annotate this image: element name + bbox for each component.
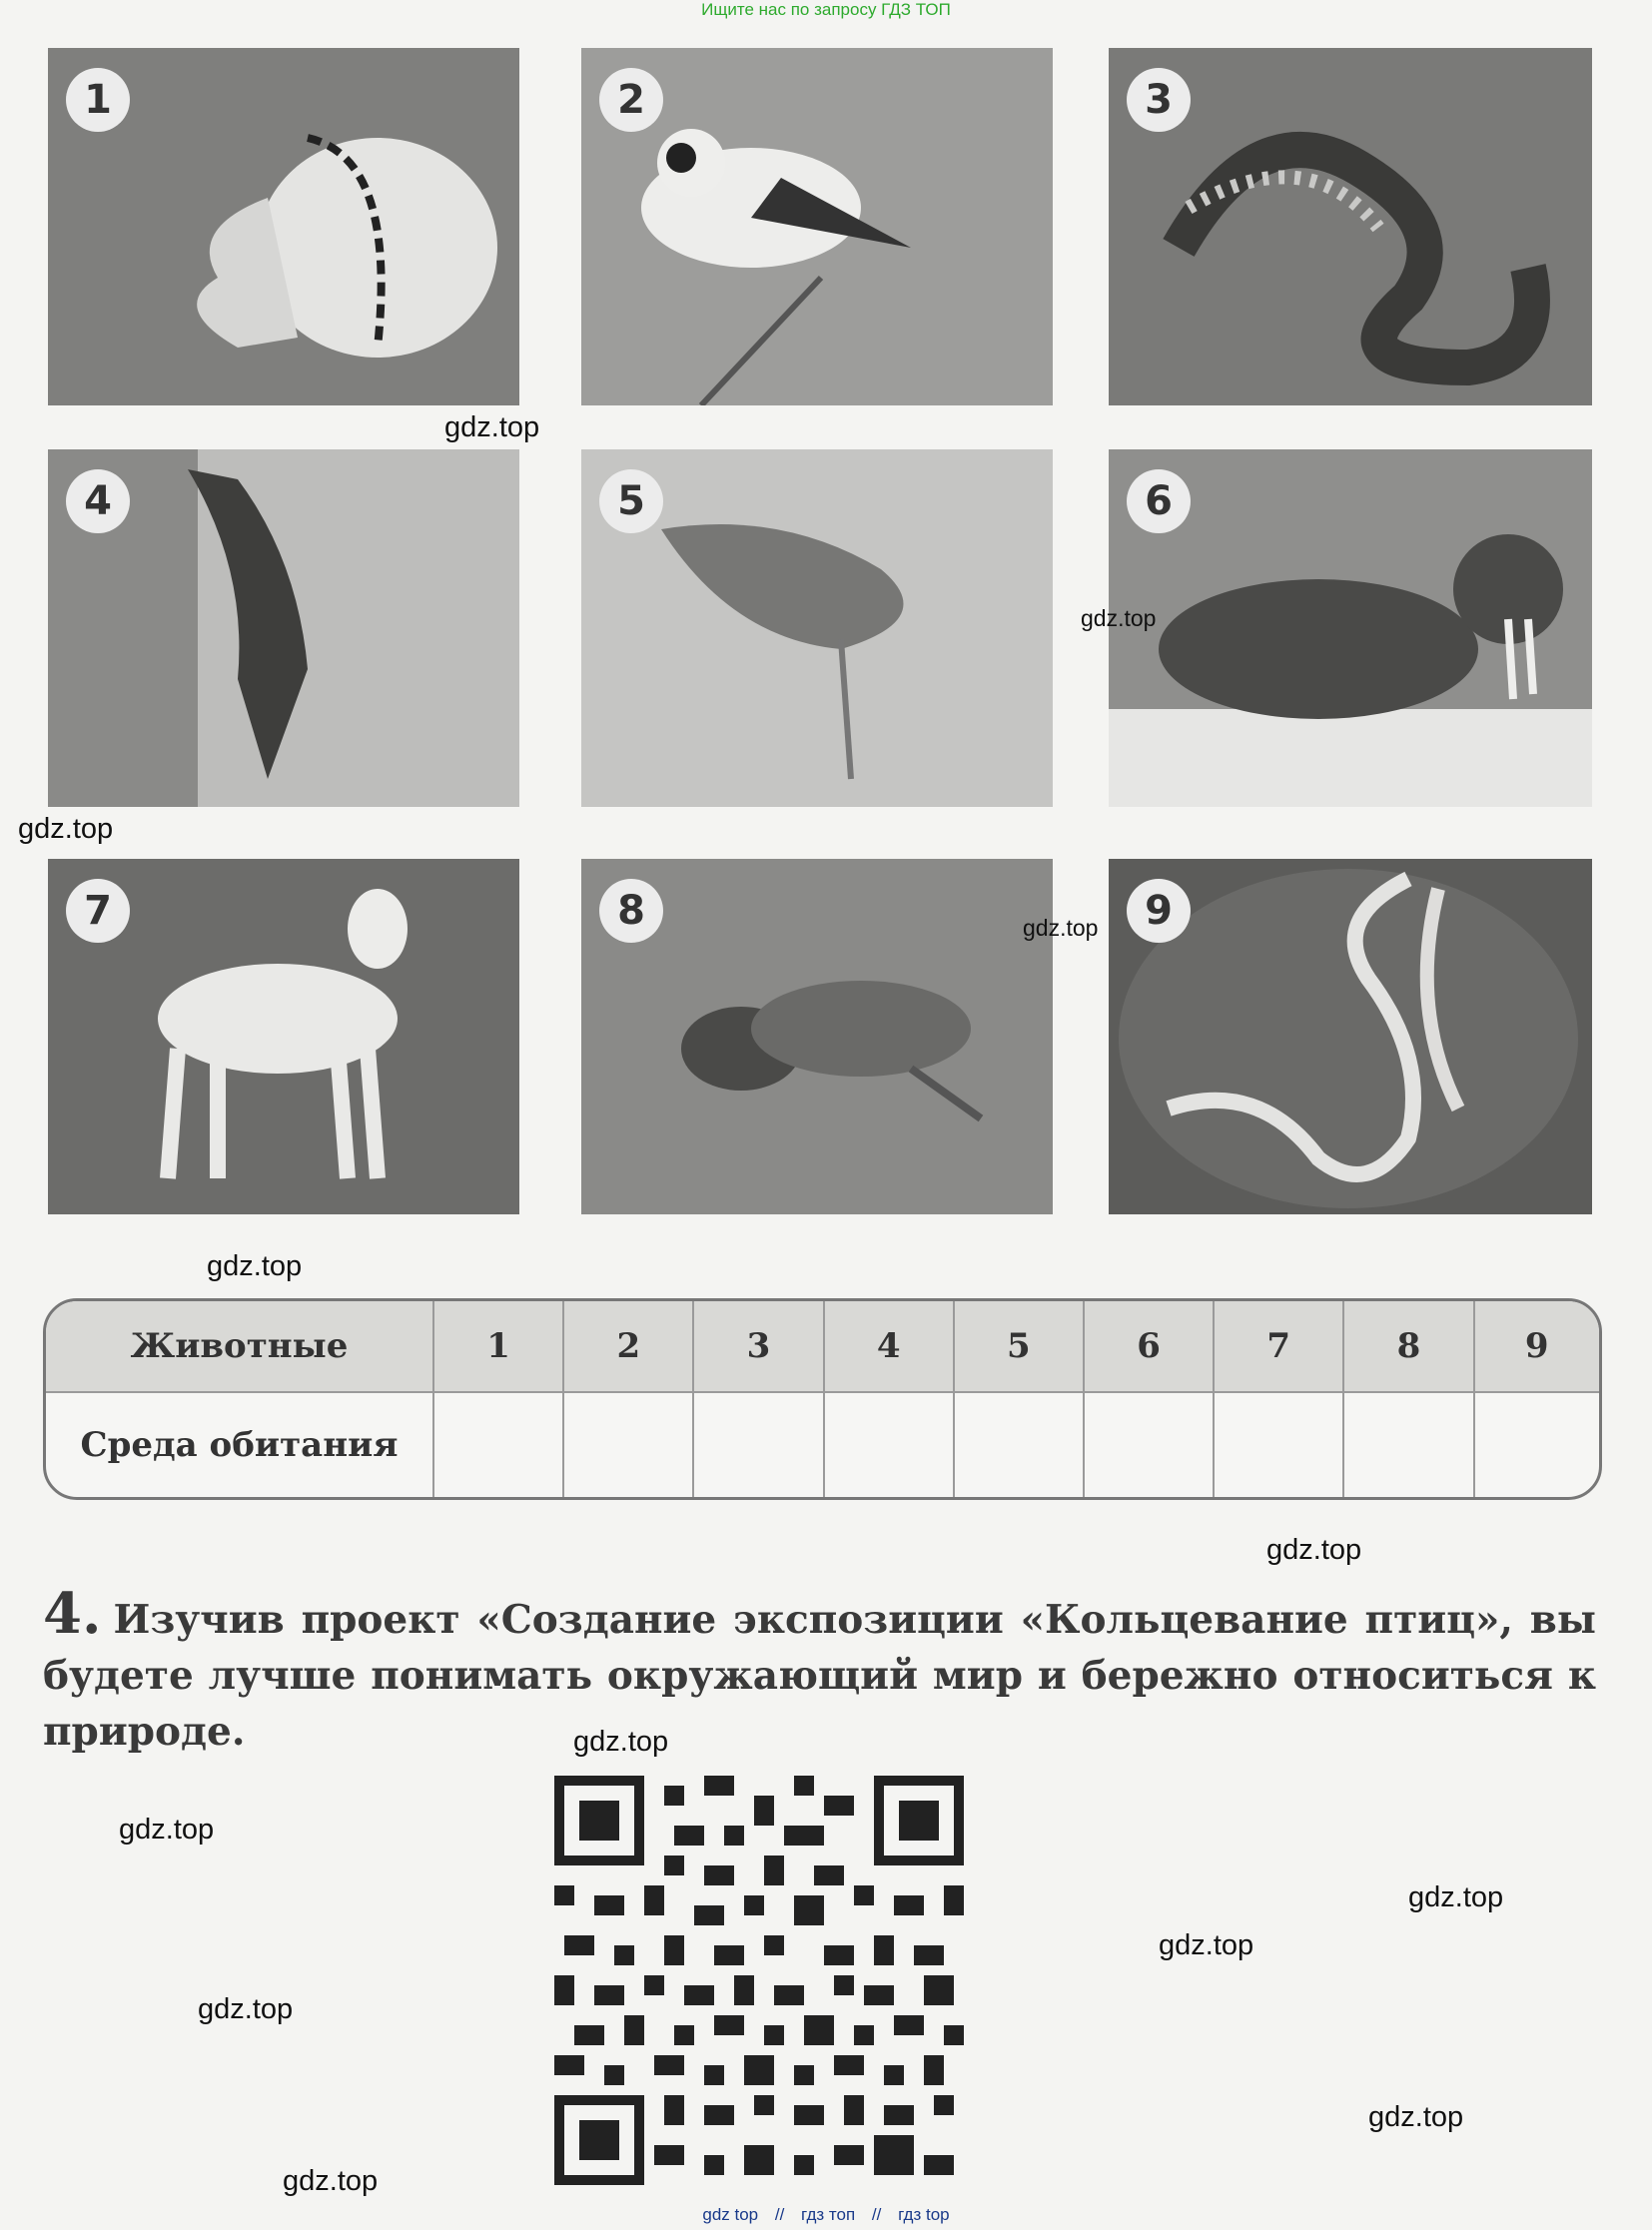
answer-cell[interactable] <box>1214 1392 1343 1497</box>
answer-cell[interactable] <box>693 1392 823 1497</box>
photo-snake <box>1109 48 1592 405</box>
watermark: gdz.top <box>119 1814 215 1846</box>
answer-cell[interactable] <box>433 1392 563 1497</box>
photo-number-badge: 6 <box>1127 469 1191 533</box>
bottom-links <box>0 2205 1652 2225</box>
photo-dog <box>48 859 519 1214</box>
watermark: gdz.top <box>283 2165 379 2197</box>
table-header-animals: Животные <box>46 1301 433 1392</box>
photo-bat <box>48 449 519 807</box>
photo-jellyfish <box>48 48 519 405</box>
table-row <box>46 1392 1599 1497</box>
photo-number-badge: 8 <box>599 879 663 943</box>
task-4 <box>43 1581 1596 1760</box>
answer-cell[interactable] <box>954 1392 1084 1497</box>
watermark: gdz.top <box>1266 1534 1362 1566</box>
watermark: gdz.top <box>207 1250 303 1282</box>
link-separator: // <box>774 2205 785 2224</box>
habitat-table <box>43 1298 1602 1500</box>
watermark: gdz.top <box>1159 1929 1254 1961</box>
watermark: gdz.top <box>1023 915 1099 941</box>
bottom-link[interactable]: гдз топ <box>801 2205 856 2224</box>
answer-cell[interactable] <box>1343 1392 1473 1497</box>
top-search-link[interactable]: Ищите нас по запросу ГДЗ ТОП <box>701 0 951 19</box>
answer-cell[interactable] <box>1474 1392 1600 1497</box>
watermark: gdz.top <box>1081 605 1157 631</box>
table-column-header: 9 <box>1474 1301 1600 1392</box>
watermark: gdz.top <box>1408 1881 1504 1913</box>
table-column-header: 5 <box>954 1301 1084 1392</box>
watermark: gdz.top <box>198 1993 294 2025</box>
answer-cell[interactable] <box>563 1392 693 1497</box>
table-column-header: 1 <box>433 1301 563 1392</box>
table-column-header: 3 <box>693 1301 823 1392</box>
table-column-header: 2 <box>563 1301 693 1392</box>
photo-number-badge: 5 <box>599 469 663 533</box>
table-column-header: 6 <box>1084 1301 1214 1392</box>
photo-number-badge: 7 <box>66 879 130 943</box>
table-column-header: 4 <box>824 1301 954 1392</box>
watermark: gdz.top <box>18 813 114 845</box>
answer-cell[interactable] <box>1084 1392 1214 1497</box>
watermark: gdz.top <box>444 411 540 443</box>
table-row <box>46 1301 1599 1392</box>
table-column-header: 8 <box>1343 1301 1473 1392</box>
photo-number-badge: 4 <box>66 469 130 533</box>
photo-number-badge: 1 <box>66 68 130 132</box>
bottom-link[interactable]: gdz top <box>702 2205 759 2224</box>
photo-bird <box>581 48 1053 405</box>
table-header-habitat: Среда обитания <box>46 1392 433 1497</box>
photo-mole-cricket <box>581 859 1053 1214</box>
task-number: 4. <box>43 1581 102 1647</box>
link-separator: // <box>871 2205 882 2224</box>
photo-walrus <box>1109 449 1592 807</box>
table-column-header: 7 <box>1214 1301 1343 1392</box>
photo-number-badge: 9 <box>1127 879 1191 943</box>
bottom-link[interactable]: гдз top <box>898 2205 950 2224</box>
watermark: gdz.top <box>573 1726 669 1758</box>
photo-number-badge: 3 <box>1127 68 1191 132</box>
watermark: gdz.top <box>1368 2101 1464 2133</box>
task-text: Изучив проект «Создание экспозиции «Кольцевание птиц», вы будете лучше понимать окружающий мир и бережно относиться к природе. <box>43 1597 1596 1755</box>
photo-number-badge: 2 <box>599 68 663 132</box>
photo-fish <box>581 449 1053 807</box>
answer-cell[interactable] <box>824 1392 954 1497</box>
photo-worm <box>1109 859 1592 1214</box>
qr-code-icon[interactable] <box>554 1776 964 2185</box>
